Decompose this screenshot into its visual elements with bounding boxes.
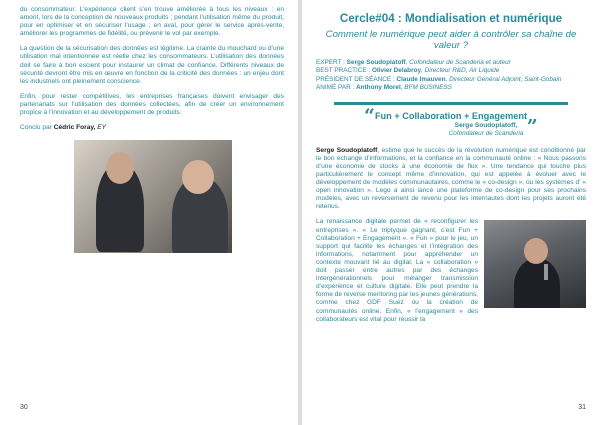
credit-org: EY [95,124,107,132]
speaker-photo [484,220,586,308]
speaker-name: Serge Soudoplatoff [316,146,378,154]
panel-photo [74,140,232,253]
open-quote-mark: “ [364,104,375,127]
left-paragraph-1: du consommateur. L’expérience client s’en trouve améliorée à tous les niveaux : en amont, lors de la conception de nouveaux produits ; pendant l’utilisation même du produit, pour en optimiser et en sécuriser l’usage ; en aval, pour gérer le service après-vente, améliorer les programmes de fidélité, ou prévenir le vol par exemple. [20,6,284,38]
meta-best-practice: BEST PRACTICE : Olivier Delabroy, Directeur R&D, Air Liquide [316,67,500,75]
section-subtitle: Comment le numérique peut aider à contrôler sa chaîne de valeur ? [325,29,577,51]
body-wrap [316,218,586,323]
credit-name: Cédric Foray, [53,124,96,132]
right-page [302,0,600,425]
microphone-shape [544,264,548,280]
meta-expert: EXPERT : Serge Soudoplatoff, Cofondateur de Scanderia et auteur [316,59,511,66]
section-title: Cercle#04 : Mondialisation et numérique [339,12,563,25]
close-quote-mark: „ [527,104,538,127]
person-head-shape [182,160,214,194]
left-page [0,0,298,425]
body-paragraph-2: La renaissance digitale permet de « reconfigurer les entreprises ». « Le triptyque gagnant, c’est Fun + Collaboration + Engagement ». « Fun » pour le jeu, un support qui facilite les échanges et l’intégration des informations, notamment pour appréhender un contexte mouvant lié au digital. La « collaboration » doit passer entre autres par des échanges intergénérationnels pour mélanger transmission d’expérience et culture digitale. Elle peut prendre la forme de reverse mentoring par les jeunes générations, comme chez GDF Suez ou la création de communautés online. Enfin, « l’engagement » des collaborateurs est vital pour réussir la [316,218,479,323]
left-paragraph-2: La question de la sécurisation des données est légitime. La crainte du mouchard ou d’une utilisation mal intentionnée est réelle chez les consommateurs. L’utilisation des données doit se faire à bon escient pour instaurer un climat de confiance. Différents niveaux de sécurité devront être mis en œuvre en fonction de la criticité des données : un enjeu dont les industriels ont pleinement conscience. [20,45,284,85]
meta-moderator: ANIMÉ PAR : Anthony Morel, BFM BUSINESS [316,84,452,92]
page-number-left: 30 [20,404,28,411]
conclusion-credit [20,124,284,132]
quote-author-role: Cofondateur de Scanderia [448,129,524,137]
speaker-body-shape [514,258,560,308]
quote-text: Fun + Collaboration + Engagement [374,110,528,121]
person-head-shape [106,152,134,184]
page-number-right: 31 [578,404,586,411]
body-paragraph-1: Serge Soudoplatoff, estime que le succès de la révolution numérique est conditionné par le bon échange d’informations, et la confiance en la communauté online : « Nous passons d’une économie de stocks à une économie de flux ». Une tendance qui touche plus particulièrement le concept même d’innovation, qui est appelée à évoluer avec le développement de modèles communautaires, comme le « co-design », ou les systèmes d’ « open innovation ». Lego a ainsi lancé une plateforme de co-design pour ses prochains modèles, avec un reversement de revenu pour les internautes dont les projets auront été retenus. [316,146,587,211]
quote-author: Serge Soudoplatoff, [454,121,518,129]
left-paragraph-3: Enfin, pour rester compétitives, les entreprises françaises doivent envisager des partenariats sur l’utilisation des données collectées, afin de créer un environnement propice à l’innovation et au développement de produits. [20,92,284,117]
meta-president: PRÉSIDENT DE SÉANCE : Claude Imauven, Directeur Général Adjoint, Saint-Gobain [316,75,562,83]
credit-prefix: Conclu par [20,124,54,132]
